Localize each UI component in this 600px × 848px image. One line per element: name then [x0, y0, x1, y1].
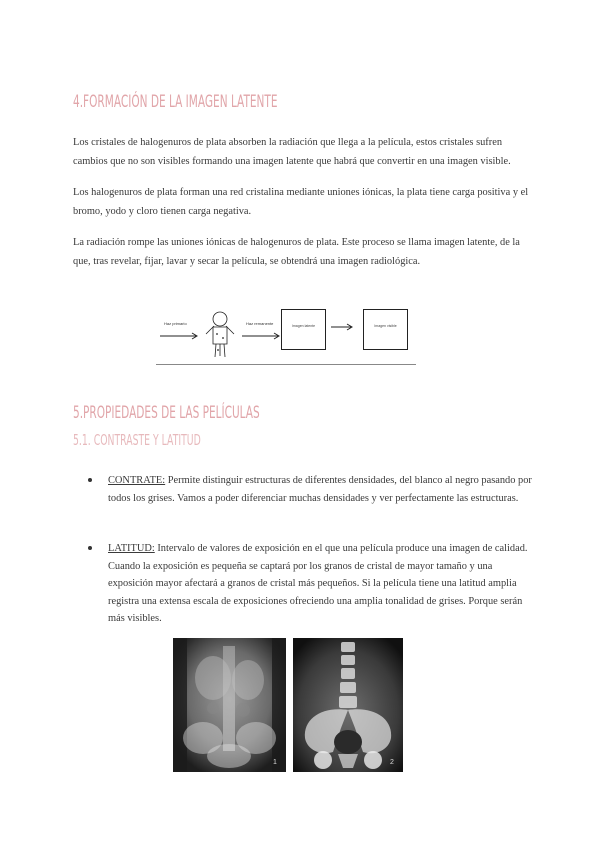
- section-4-title: 4.FORMACIÓN DE LA IMAGEN LATENTE: [73, 92, 278, 112]
- arrow-icon: [160, 332, 200, 340]
- section-5-1-title: 5.1. CONTRASTE Y LATITUD: [73, 431, 201, 449]
- arrow-icon: [331, 323, 355, 331]
- bullet-icon: [88, 546, 92, 550]
- list-item: [88, 540, 538, 628]
- xray-image-1: [173, 638, 286, 772]
- visible-image-box: [363, 309, 408, 350]
- section-5-title: 5.PROPIEDADES DE LAS PELÍCULAS: [73, 403, 260, 423]
- paragraph-3: La radiación rompe las uniones iónicas de halogenuros de plata. Este proceso se llama imagen latente, de la que, tras revelar, fijar, lavar y secar la película, se obtendrá una imagen radiológica.: [73, 237, 520, 267]
- bullet-text: Permite distinguir estructuras de diferentes densidades, del blanco al negro pasando por todos los grises. Vamos a poder diferenciar muchas densidades y ver perfectamente las estructuras.: [108, 475, 532, 504]
- latent-image-label: Imagen latente: [291, 324, 316, 328]
- latent-image-diagram: [156, 306, 416, 365]
- xray-number: 2: [390, 759, 394, 766]
- pelvis-xray-graphic: [293, 638, 403, 772]
- bullet-icon: [88, 478, 92, 482]
- remnant-beam-label: Haz remanente: [246, 321, 274, 326]
- bullet-term: LATITUD:: [108, 543, 155, 554]
- latent-image-box: [281, 309, 326, 350]
- paragraph-2: Los halogenuros de plata forman una red cristalina mediante uniones iónicas, la plata tiene carga positiva y el bromo, yodo y cloro tienen carga negativa.: [73, 187, 529, 217]
- patient-figure-icon: [200, 310, 240, 360]
- list-item: [88, 472, 538, 507]
- xray-number: 1: [273, 759, 277, 766]
- arrow-icon: [242, 332, 282, 340]
- bullet-text: Intervalo de valores de exposición en el que una película produce una imagen de calidad. Cuando la exposición es pequeña se captará por los granos de cristal de mayor tamaño y una exposición mayor afectará a granos de cristal más pequeños. Si la película tiene una latitud amplia registra una extensa escala de exposiciones ofreciendo una amplia tonalidad de grises. Porque serán más visibles.: [108, 543, 528, 624]
- abdominal-xray-graphic: [173, 638, 286, 772]
- visible-image-label: Imagen visible: [374, 324, 397, 328]
- bullet-term: CONTRATE:: [108, 475, 166, 486]
- xray-image-2: [293, 638, 403, 772]
- paragraph-1: Los cristales de halogenuros de plata absorben la radiación que llega a la película, estos cristales sufren cambios que no son visibles formando una imagen latente que habrá que convertir en una imagen visible.: [73, 137, 511, 167]
- primary-beam-label: Haz primario: [164, 321, 187, 326]
